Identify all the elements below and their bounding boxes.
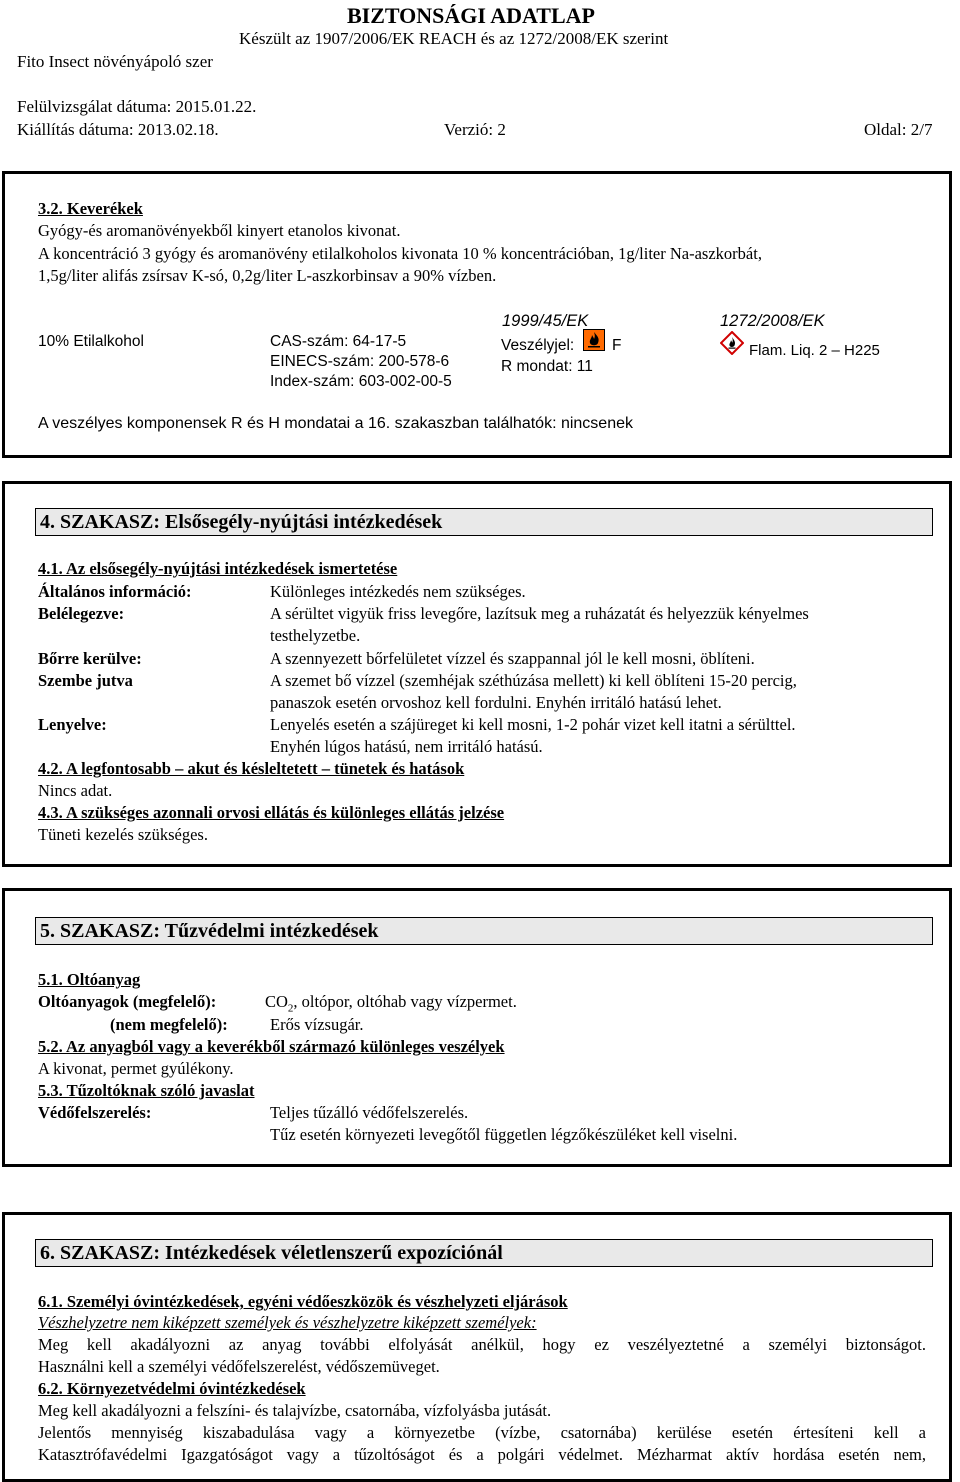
skin-contact-label: Bőrre kerülve: (38, 649, 142, 668)
section-6-title: 6. SZAKASZ: Intézkedések véletlenszerű expozíciónál (35, 1239, 933, 1267)
eye-contact-label: Szembe jutva (38, 671, 133, 690)
section-5-1-heading: 5.1. Oltóanyag (38, 970, 141, 989)
page-number: Oldal: 2/7 (864, 120, 933, 139)
mixture-line-3: 1,5g/liter alifás zsírsav K-só, 0,2g/liter L-aszkorbinsav a 90% vízben. (38, 266, 497, 285)
inhalation-text-2: testhelyzetbe. (270, 626, 361, 645)
section-4-3-text: Tüneti kezelés szükséges. (38, 825, 208, 844)
protective-equipment-text-2: Tűz esetén környezeti levegőtől független légzőkészüléket kell viselni. (270, 1125, 738, 1144)
section-4-title: 4. SZAKASZ: Elsősegély-nyújtási intézkedések (35, 508, 933, 536)
section-6-1-paragraph-line-2: Használni kell a személyi védőfelszerelést, védőszemüveget. (38, 1357, 440, 1376)
section-4-3-heading: 4.3. A szükséges azonnali orvosi ellátás és különleges ellátás jelzése (38, 803, 505, 822)
clp-classification: Flam. Liq. 2 – H225 (749, 342, 880, 359)
document-subtitle: Készült az 1907/2006/EK REACH és az 1272/2008/EK szerint (239, 29, 669, 48)
hazard-symbol-letter: F (612, 337, 622, 354)
cas-number: CAS-szám: 64-17-5 (270, 333, 407, 350)
einecs-number: EINECS-szám: 200-578-6 (270, 353, 450, 370)
ingestion-text-2: Enyhén lúgos hatású, nem irritáló hatású. (270, 737, 543, 756)
mixture-line-1: Gyógy-és aromanövényekből kinyert etanolos kivonat. (38, 221, 401, 240)
section-4-1-heading: 4.1. Az elsősegély-nyújtási intézkedések ismertetése (38, 559, 398, 578)
eye-contact-text-1: A szemet bő vízzel (szemhéjak széthúzása mellett) ki kell öblíteni 15-20 percig, (270, 671, 797, 690)
eye-contact-text-2: panaszok esetén orvoshoz kell fordulni. Enyhén irritáló hatású lehet. (270, 693, 722, 712)
inhalation-label: Belélegezve: (38, 604, 125, 623)
section-5-box (2, 888, 952, 1167)
section-4-2-text: Nincs adat. (38, 781, 113, 800)
hazard-label: Veszélyjel: (501, 337, 575, 354)
section-6-2-paragraph-line-3: Katasztrófavédelmi Igazgatóságot vagy a tűzoltóságot és a polgári védelmet. Mézharmat aktív hordása esetén nem, (38, 1445, 926, 1464)
component-name: 10% Etilalkohol (38, 333, 144, 350)
unsuitable-media-label: (nem megfelelő): (110, 1015, 228, 1034)
protective-equipment-text-1: Teljes tűzálló védőfelszerelés. (270, 1103, 469, 1122)
section-6-2-paragraph-line-2: Jelentős mennyiség kiszabadulása vagy a környezetbe (vízbe, csatornába) kerülése esetén értesíteni kell a (38, 1423, 926, 1442)
section-5-3-heading: 5.3. Tűzoltóknak szóló javaslat (38, 1081, 255, 1100)
section-3-2-heading: 3.2. Keverékek (38, 199, 143, 218)
suitable-media-label: Oltóanyagok (megfelelő): (38, 992, 217, 1011)
co2-formula: CO (265, 992, 288, 1011)
section-3-box (2, 171, 952, 458)
section-5-2-heading: 5.2. Az anyagból vagy a keverékből származó különleges veszélyek (38, 1037, 505, 1056)
general-info-text: Különleges intézkedés nem szükséges. (270, 582, 526, 601)
skin-contact-text: A szennyezett bőrfelületet vízzel és szappannal jól le kell mosni, öblíteni. (270, 649, 755, 668)
document-title: BIZTONSÁGI ADATLAP (347, 3, 595, 28)
issue-date: Kiállítás dátuma: 2013.02.18. (17, 120, 219, 139)
unsuitable-media-text: Erős vízsugár. (270, 1015, 364, 1034)
r-phrase: R mondat: 11 (501, 358, 593, 375)
flame-hazard-icon (583, 329, 605, 351)
protective-equipment-label: Védőfelszerelés: (38, 1103, 152, 1122)
suitable-media-rest: , oltópor, oltóhab vagy vízpermet. (293, 992, 517, 1011)
revision-date: Felülvizsgálat dátuma: 2015.01.22. (17, 97, 257, 116)
index-number: Index-szám: 603-002-00-5 (270, 373, 452, 390)
flammable-ghs-pictogram-icon (720, 331, 744, 355)
directive-1999-45: 1999/45/EK (502, 312, 589, 330)
section-5-title: 5. SZAKASZ: Tűzvédelmi intézkedések (35, 917, 933, 945)
inhalation-text-1: A sérültet vigyük friss levegőre, lazítsuk meg a ruházatát és helyezzük kényelmes (270, 604, 809, 623)
section-6-1-subheading: Vészhelyzetre nem kiképzett személyek és vészhelyzetre kiképzett személyek: (38, 1313, 537, 1332)
section-6-2-paragraph-line-1: Meg kell akadályozni a felszíni- és talajvízbe, csatornába, vízfolyásba jutását. (38, 1401, 552, 1420)
version: Verzió: 2 (444, 120, 506, 139)
section-4-box (2, 481, 952, 867)
section-6-box (2, 1212, 952, 1482)
regulation-1272-2008: 1272/2008/EK (720, 312, 825, 330)
section-6-1-paragraph-line-1: Meg kell akadályozni az anyag további elfolyását anélkül, hogy ez veszélyeztetné a személyi biztonságot. (38, 1335, 926, 1354)
co2-subscript: 2 (287, 1002, 294, 1015)
section-6-1-heading: 6.1. Személyi óvintézkedések, egyéni védőeszközök és vészhelyzeti eljárások (38, 1292, 568, 1311)
product-name: Fito Insect növényápoló szer (17, 52, 213, 71)
mixture-line-2: A koncentráció 3 gyógy és aromanövény etilalkoholos kivonata 10 % koncentrációban, 1g/liter Na-aszkorbát, (38, 244, 762, 263)
section-5-2-text: A kivonat, permet gyúlékony. (38, 1059, 234, 1078)
hazard-phrase-note: A veszélyes komponensek R és H mondatai a 16. szakaszban találhatók: nincsenek (38, 415, 633, 432)
section-4-2-heading: 4.2. A legfontosabb – akut és késleltetett – tünetek és hatások (38, 759, 465, 778)
ingestion-text-1: Lenyelés esetén a szájüreget ki kell mosni, 1-2 pohár vizet kell itatni a sérülttel. (270, 715, 796, 734)
ingestion-label: Lenyelve: (38, 715, 107, 734)
general-info-label: Általános információ: (38, 582, 192, 601)
section-6-2-heading: 6.2. Környezetvédelmi óvintézkedések (38, 1379, 306, 1398)
